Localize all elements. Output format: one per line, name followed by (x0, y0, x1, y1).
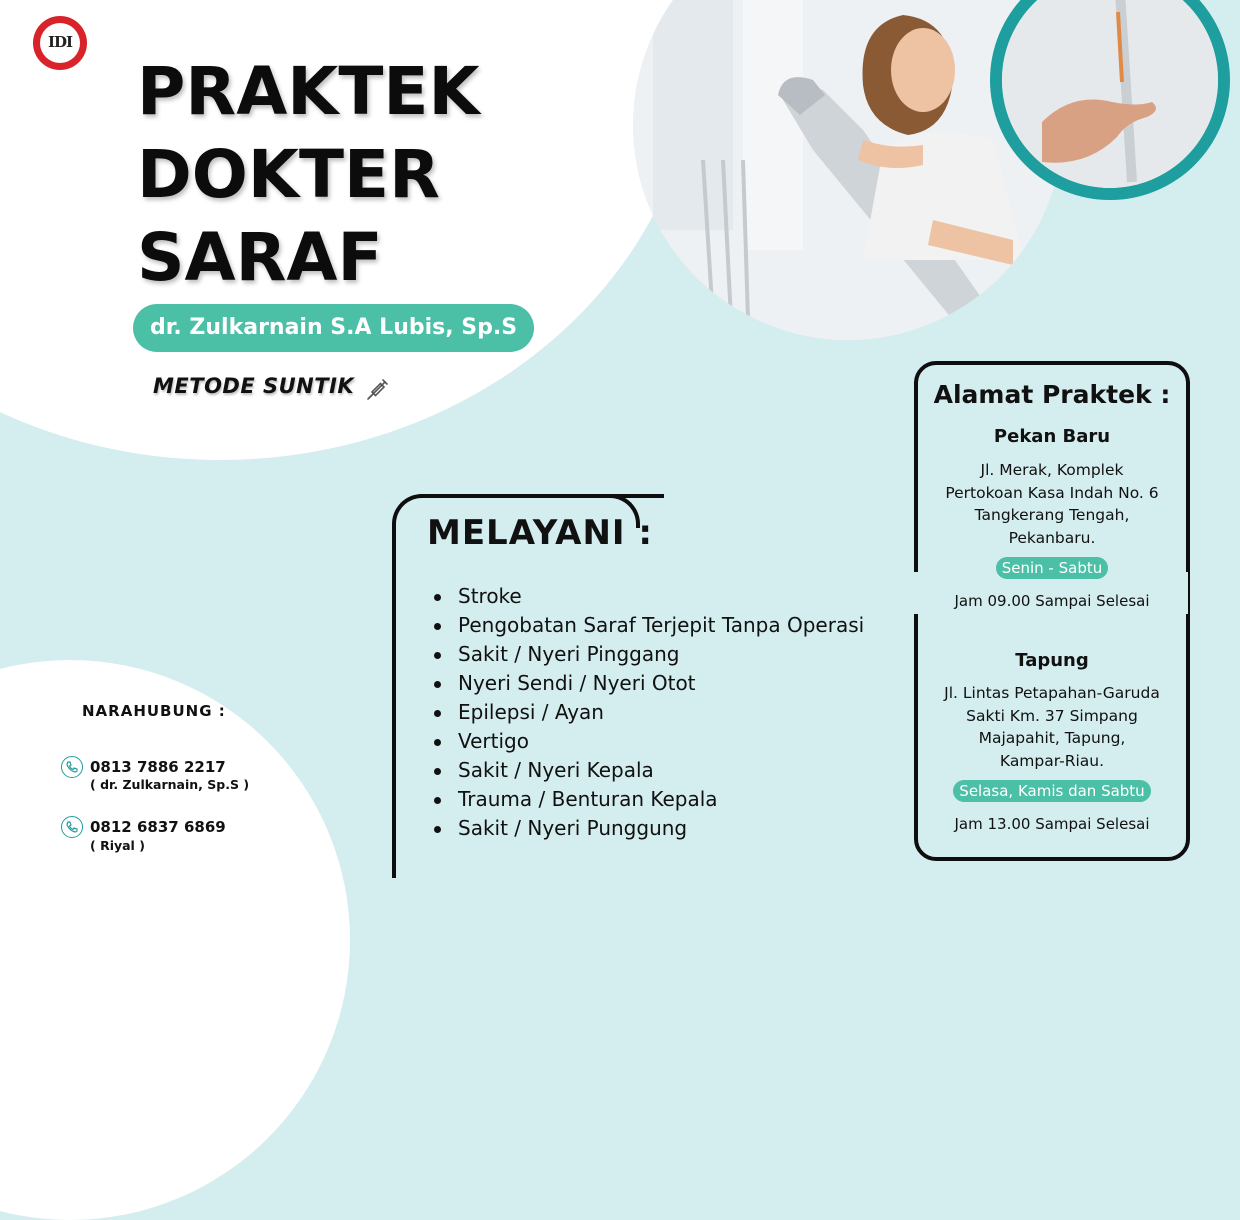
service-item: Sakit / Nyeri Pinggang (430, 640, 864, 669)
hours-pekanbaru: Jam 09.00 Sampai Selesai (954, 592, 1150, 610)
phone-icon (61, 816, 83, 838)
phone-number[interactable]: 0813 7886 2217 (90, 758, 226, 776)
services-list (430, 582, 864, 843)
days-badge-wrap (918, 557, 1186, 579)
location-city-pekanbaru: Pekan Baru (993, 426, 1111, 447)
doctor-name-badge: dr. Zulkarnain S.A Lubis, Sp.S (133, 304, 534, 352)
contact-name: ( Riyal ) (90, 838, 145, 853)
title-line-2: DOKTER (137, 136, 440, 213)
page-title (137, 50, 480, 299)
service-item: Nyeri Sendi / Nyeri Otot (430, 669, 864, 698)
hours-tapung: Jam 13.00 Sampai Selesai (954, 815, 1150, 833)
location-city-tapung: Tapung (1015, 650, 1089, 671)
address-line: Kampar-Riau. (999, 751, 1105, 770)
service-item: Epilepsi / Ayan (430, 698, 864, 727)
idi-logo-icon (33, 16, 87, 70)
service-item: Stroke (430, 582, 864, 611)
syringe-icon (365, 376, 391, 402)
title-line-3: SARAF (137, 219, 383, 296)
service-item: Trauma / Benturan Kepala (430, 785, 864, 814)
address-line: Jl. Merak, Komplek (980, 461, 1124, 479)
service-item: Sakit / Nyeri Kepala (430, 756, 864, 785)
title-line-1: PRAKTEK (137, 53, 480, 130)
service-item: Sakit / Nyeri Punggung (430, 814, 864, 843)
days-badge-wrap (918, 780, 1186, 802)
service-item: Pengobatan Saraf Terjepit Tanpa Operasi (430, 611, 864, 640)
location-address-tapung (918, 682, 1186, 772)
address-title: Alamat Praktek : (933, 380, 1171, 409)
logo-text: IDI (47, 33, 73, 51)
address-line: Majapahit, Tapung, (978, 729, 1126, 747)
method-label: METODE SUNTIK (153, 374, 355, 398)
location-address-pekanbaru (918, 459, 1186, 549)
contact-title: NARAHUBUNG : (82, 702, 226, 720)
background-white-circle-bottom (0, 660, 350, 1220)
days-badge-tapung: Selasa, Kamis dan Sabtu (953, 780, 1150, 802)
address-line: Tangkerang Tengah, (974, 506, 1130, 524)
phone-number[interactable]: 0812 6837 6869 (90, 818, 226, 836)
address-line: Pekanbaru. (1008, 528, 1096, 547)
days-badge-pekanbaru: Senin - Sabtu (996, 557, 1109, 579)
services-title: MELAYANI : (427, 513, 654, 553)
contact-name: ( dr. Zulkarnain, Sp.S ) (90, 777, 250, 792)
phone-icon (61, 756, 83, 778)
address-line: Jl. Lintas Petapahan-Garuda (944, 684, 1160, 702)
address-line: Sakti Km. 37 Simpang (966, 706, 1138, 725)
address-line: Pertokoan Kasa Indah No. 6 (945, 483, 1159, 502)
service-item: Vertigo (430, 727, 864, 756)
